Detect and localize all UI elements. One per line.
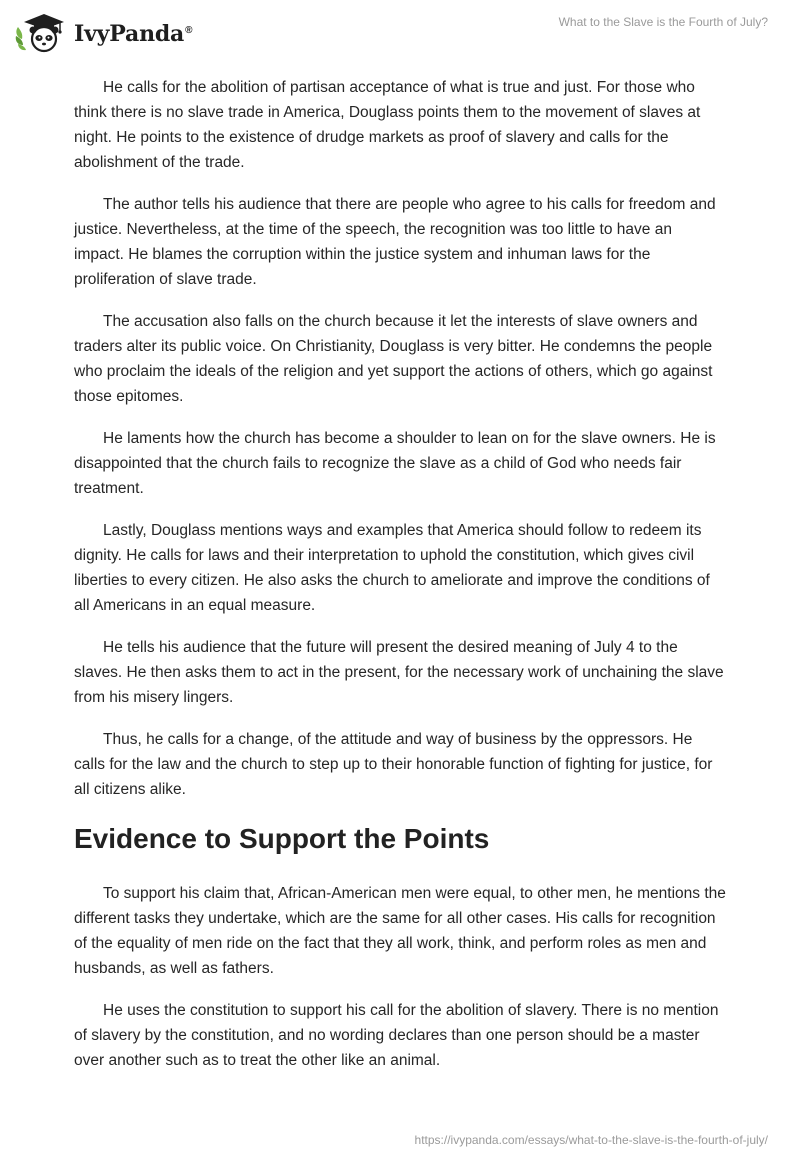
brand-name: IvyPanda® [74, 21, 193, 47]
paragraph: To support his claim that, African-American men were equal, to other men, he mentions the different tasks they undertake, which are the same for all other cases. His calls for recognition of the equality of men ride on the fact that they all work, think, and perform roles as men and husbands, as well as fathers. [74, 885, 726, 977]
essay-content [74, 75, 726, 1090]
paragraph: The author tells his audience that there are people who agree to his calls for freedom and justice. Nevertheless, at the time of the speech, the recognition was too little to have an impact. He blames the corruption within the justice system and inhuman laws for the proliferation of slave trade. [74, 196, 716, 288]
paragraph: Lastly, Douglass mentions ways and examples that America should follow to redeem its dignity. He calls for laws and their interpretation to uphold the constitution, which gives civil liberties to every citizen. He also asks the church to ameliorate and improve the conditions of all Americans in an equal measure. [74, 522, 710, 614]
paragraph: He laments how the church has become a shoulder to lean on for the slave owners. He is disappointed that the church fails to recognize the slave as a child of God who needs fair treatment. [74, 430, 716, 497]
paragraph: He calls for the abolition of partisan acceptance of what is true and just. For those who think there is no slave trade in America, Douglass points them to the movement of slaves at night. He points to the existence of drudge markets as proof of slavery and calls for the abolishment of the trade. [74, 79, 701, 171]
panda-graduate-icon [14, 9, 70, 55]
paragraph: Thus, he calls for a change, of the attitude and way of business by the oppressors. He calls for the law and the church to step up to their honorable function of fighting for justice, for all citizens alike. [74, 731, 713, 798]
ivypanda-logo[interactable] [14, 9, 192, 55]
paragraph: He uses the constitution to support his call for the abolition of slavery. There is no mention of slavery by the constitution, and no wording declares than one person should be a master over another such as to treat the other like an animal. [74, 1002, 719, 1069]
registered-mark: ® [185, 24, 193, 36]
paragraph: He tells his audience that the future will present the desired meaning of July 4 to the slaves. He then asks them to act in the present, for the necessary work of unchaining the slave from his misery lingers. [74, 639, 724, 706]
source-url[interactable]: https://ivypanda.com/essays/what-to-the-slave-is-the-fourth-of-july/ [414, 1133, 768, 1147]
site-header [0, 0, 800, 62]
section-heading: Evidence to Support the Points [74, 823, 490, 854]
document-title: What to the Slave is the Fourth of July? [558, 15, 768, 29]
paragraph: The accusation also falls on the church because it let the interests of slave owners and traders alter its public voice. On Christianity, Douglass is very bitter. He condemns the people who proclaim the ideals of the religion and yet support the actions of others, which go against those epitomes. [74, 313, 713, 405]
